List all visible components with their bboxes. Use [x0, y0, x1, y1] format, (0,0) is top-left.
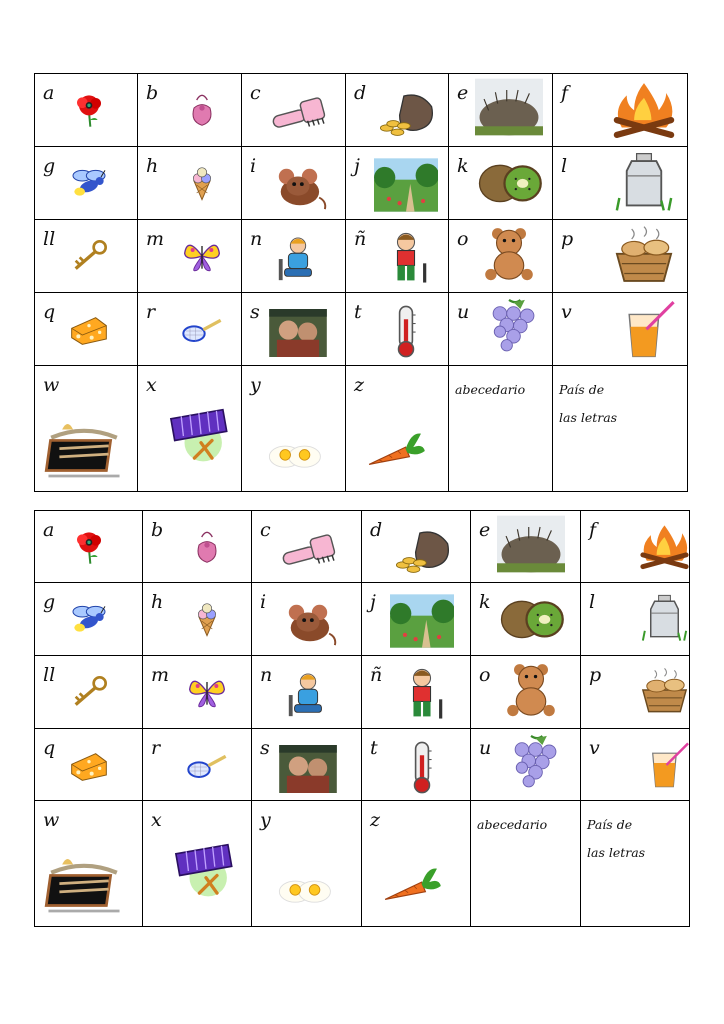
- letter-cell: [362, 656, 471, 729]
- letter-cell: [143, 729, 252, 801]
- hairbrush-icon: [270, 527, 346, 575]
- letter-cell: [553, 74, 688, 147]
- cheese-icon: [69, 297, 109, 361]
- poppy-flower-icon: [69, 515, 109, 579]
- letter-label: ñ: [370, 664, 383, 686]
- letter-label: l: [561, 155, 568, 177]
- hedgehog-photo: [475, 74, 543, 140]
- letter-label: q: [43, 301, 56, 323]
- letter-label: n: [250, 228, 263, 250]
- letter-label: f: [561, 82, 569, 104]
- painting-photo: [260, 309, 336, 357]
- letter-cell: [449, 220, 553, 293]
- letter-label: h: [151, 591, 164, 613]
- kiwi-fruit-icon: [497, 583, 565, 649]
- wagon-icon: [43, 414, 125, 486]
- letter-label: w: [43, 809, 60, 831]
- letter-cell: [252, 583, 362, 656]
- ice-cream-cone-icon: [182, 153, 222, 213]
- letter-label: ñ: [354, 228, 367, 250]
- letter-label: a: [43, 82, 55, 104]
- letter-cell: [35, 147, 138, 220]
- bread-basket-icon: [635, 660, 690, 722]
- letter-label: q: [43, 737, 56, 759]
- letter-label: u: [479, 737, 492, 759]
- letter-label: e: [479, 519, 491, 541]
- fried-eggs-icon: [258, 867, 350, 911]
- alphabet-sheet-1: [34, 73, 688, 492]
- hairbrush-icon: [260, 90, 336, 138]
- letter-cell: [252, 801, 362, 927]
- letter-label: k: [457, 155, 469, 177]
- text-cell: [581, 801, 690, 927]
- letter-cell: [35, 511, 143, 583]
- letter-cell: [143, 583, 252, 656]
- grapes-icon: [497, 729, 565, 795]
- letter-cell: [242, 147, 346, 220]
- letter-label: c: [250, 82, 261, 104]
- letter-label: h: [146, 155, 159, 177]
- kiwi-fruit-icon: [475, 147, 543, 213]
- letter-cell: [35, 729, 143, 801]
- letter-cell: [138, 293, 242, 366]
- firefly-icon: [69, 587, 109, 651]
- letter-label: i: [250, 155, 257, 177]
- teddy-bear-icon: [475, 220, 543, 286]
- letter-label: y: [250, 374, 261, 396]
- cell-text-line: abecedario: [455, 382, 526, 397]
- letter-cell: [471, 583, 581, 656]
- letter-cell: [35, 74, 138, 147]
- letter-label: v: [561, 301, 572, 323]
- bread-basket-icon: [607, 224, 681, 286]
- letter-label: t: [354, 301, 362, 323]
- letter-label: s: [250, 301, 260, 323]
- letter-cell: [346, 293, 449, 366]
- letter-cell: [252, 511, 362, 583]
- letter-cell: [35, 366, 138, 492]
- letter-cell: [346, 366, 449, 492]
- fried-eggs-icon: [248, 432, 340, 476]
- letter-label: k: [479, 591, 491, 613]
- letter-label: j: [354, 155, 360, 177]
- letter-label: s: [260, 737, 270, 759]
- letter-label: i: [260, 591, 267, 613]
- sitting-boy-icon: [260, 236, 336, 284]
- cell-text: [477, 811, 547, 839]
- letter-label: ll: [43, 664, 56, 686]
- letter-label: z: [370, 809, 381, 831]
- letter-cell: [35, 220, 138, 293]
- letter-cell: [553, 220, 688, 293]
- butterfly-icon: [187, 662, 227, 722]
- firefly-icon: [69, 151, 109, 215]
- key-icon: [69, 224, 109, 288]
- letter-cell: [471, 511, 581, 583]
- letter-cell: [252, 656, 362, 729]
- letter-cell: [35, 583, 143, 656]
- letter-label: v: [589, 737, 600, 759]
- letter-label: r: [151, 737, 161, 759]
- letter-label: e: [457, 82, 469, 104]
- letter-cell: [252, 729, 362, 801]
- letter-label: x: [146, 374, 157, 396]
- letter-label: f: [589, 519, 597, 541]
- letter-cell: [242, 366, 346, 492]
- letter-cell: [346, 220, 449, 293]
- cheese-icon: [69, 733, 109, 797]
- cell-text-line: las letras: [587, 845, 646, 860]
- mouse-icon: [270, 599, 346, 647]
- letter-cell: [362, 511, 471, 583]
- cell-text-line: las letras: [559, 410, 618, 425]
- letter-cell: [242, 293, 346, 366]
- letter-cell: [553, 293, 688, 366]
- letter-label: z: [354, 374, 365, 396]
- standing-boy-icon: [374, 230, 438, 286]
- letter-cell: [581, 656, 690, 729]
- alphabet-sheet-2: [34, 510, 690, 927]
- garden-icon: [374, 157, 438, 213]
- text-cell: [449, 366, 553, 492]
- letter-cell: [242, 220, 346, 293]
- milk-churn-icon: [635, 587, 690, 649]
- text-cell: [553, 366, 688, 492]
- bonfire-icon: [607, 78, 681, 140]
- letter-label: y: [260, 809, 271, 831]
- letter-label: r: [146, 301, 156, 323]
- grapes-icon: [475, 293, 543, 359]
- wagon-icon: [43, 849, 125, 921]
- letter-cell: [143, 801, 252, 927]
- teddy-bear-icon: [497, 656, 565, 722]
- milk-churn-icon: [607, 151, 681, 213]
- letter-cell: [138, 366, 242, 492]
- letter-label: t: [370, 737, 378, 759]
- letter-label: j: [370, 591, 376, 613]
- letter-label: a: [43, 519, 55, 541]
- thermometer-icon: [374, 303, 438, 359]
- letter-cell: [346, 74, 449, 147]
- letter-cell: [35, 293, 138, 366]
- mouse-icon: [260, 163, 336, 211]
- letter-cell: [362, 583, 471, 656]
- letter-label: g: [43, 155, 56, 177]
- letter-cell: [449, 74, 553, 147]
- letter-label: w: [43, 374, 60, 396]
- letter-label: b: [151, 519, 164, 541]
- tennis-racket-icon: [182, 299, 222, 359]
- letter-cell: [138, 147, 242, 220]
- cell-text-line: País de: [587, 817, 633, 832]
- bonfire-icon: [635, 515, 690, 577]
- cell-text: [559, 376, 617, 432]
- letter-cell: [143, 511, 252, 583]
- thermometer-icon: [390, 739, 454, 795]
- letter-label: p: [561, 228, 574, 250]
- standing-boy-icon: [390, 666, 454, 722]
- cell-text: [455, 376, 525, 404]
- pouch-bag-icon: [182, 80, 222, 140]
- letter-cell: [35, 656, 143, 729]
- letter-cell: [581, 729, 690, 801]
- letter-label: c: [260, 519, 271, 541]
- letter-cell: [471, 729, 581, 801]
- letter-label: m: [146, 228, 165, 250]
- letter-cell: [138, 220, 242, 293]
- ice-cream-cone-icon: [187, 589, 227, 649]
- carrot-icon: [350, 426, 442, 474]
- text-cell: [471, 801, 581, 927]
- pouch-bag-icon: [187, 517, 227, 577]
- carrot-icon: [366, 861, 458, 909]
- letter-cell: [471, 656, 581, 729]
- letter-label: l: [589, 591, 596, 613]
- xylophone-icon: [173, 837, 239, 903]
- letter-cell: [138, 74, 242, 147]
- letter-cell: [581, 511, 690, 583]
- juice-glass-icon: [607, 297, 681, 359]
- butterfly-icon: [182, 226, 222, 286]
- letter-label: b: [146, 82, 159, 104]
- letter-label: u: [457, 301, 470, 323]
- letter-label: n: [260, 664, 273, 686]
- letter-cell: [553, 147, 688, 220]
- painting-photo: [270, 745, 346, 793]
- letter-cell: [35, 801, 143, 927]
- key-icon: [69, 660, 109, 724]
- letter-label: x: [151, 809, 162, 831]
- letter-cell: [449, 147, 553, 220]
- money-sack-icon: [390, 521, 454, 577]
- poppy-flower-icon: [69, 78, 109, 142]
- letter-cell: [346, 147, 449, 220]
- letter-label: m: [151, 664, 170, 686]
- juice-glass-icon: [635, 733, 690, 795]
- letter-label: ll: [43, 228, 56, 250]
- letter-label: d: [354, 82, 367, 104]
- letter-label: d: [370, 519, 383, 541]
- garden-icon: [390, 593, 454, 649]
- letter-cell: [449, 293, 553, 366]
- tennis-racket-icon: [187, 735, 227, 795]
- letter-label: o: [457, 228, 469, 250]
- hedgehog-photo: [497, 511, 565, 577]
- cell-text-line: País de: [559, 382, 605, 397]
- money-sack-icon: [374, 84, 438, 140]
- sitting-boy-icon: [270, 672, 346, 720]
- cell-text-line: abecedario: [477, 817, 548, 832]
- letter-cell: [143, 656, 252, 729]
- letter-cell: [581, 583, 690, 656]
- letter-cell: [242, 74, 346, 147]
- xylophone-icon: [168, 402, 234, 468]
- letter-label: o: [479, 664, 491, 686]
- letter-cell: [362, 801, 471, 927]
- letter-label: p: [589, 664, 602, 686]
- letter-cell: [362, 729, 471, 801]
- cell-text: [587, 811, 645, 867]
- letter-label: g: [43, 591, 56, 613]
